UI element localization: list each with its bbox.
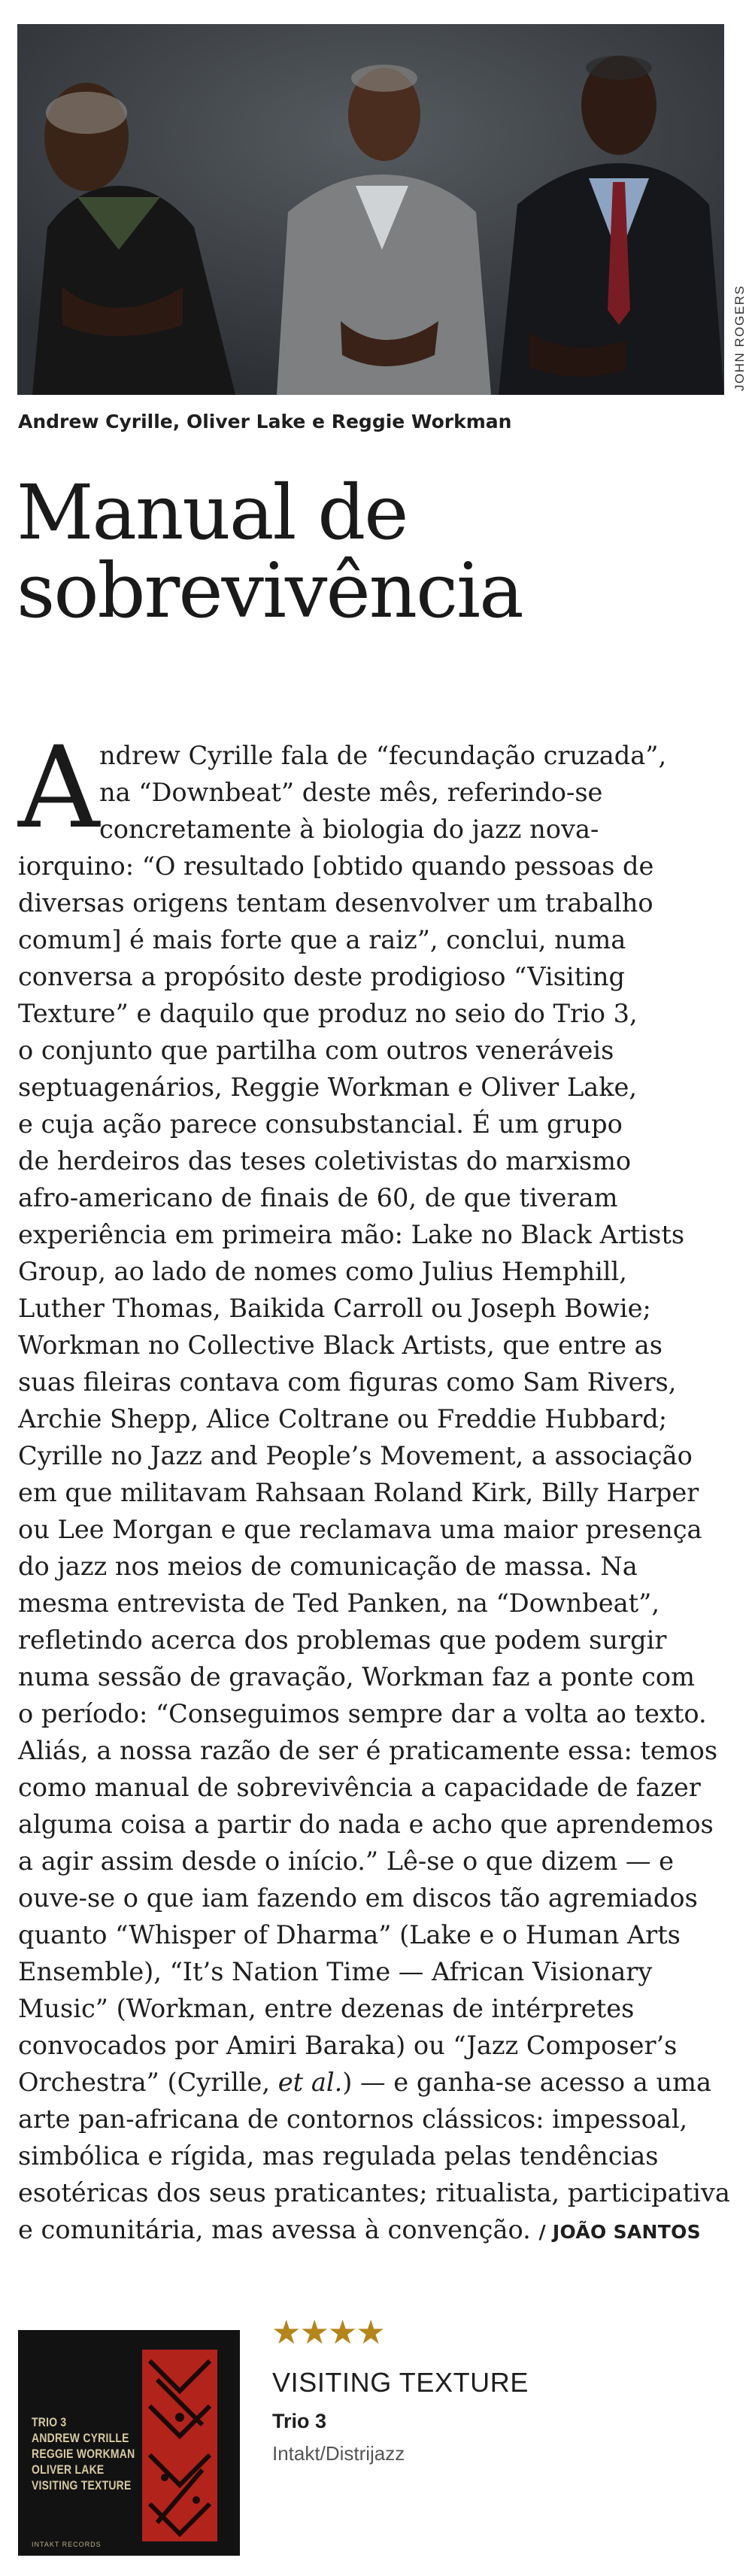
cover-textile-art: [142, 2350, 217, 2541]
body-line: alguma coisa a partir do nada e acho que aprendemos: [18, 1810, 714, 1839]
body-line: Aliás, a nossa razão de ser é praticamente essa: temos: [18, 1736, 718, 1765]
album-artist: Trio 3: [272, 2410, 327, 2432]
body-line: convocados por Amiri Baraka) ou “Jazz Composer’s: [18, 2031, 678, 2060]
body-line: arte pan-africana de contornos clássicos: impessoal,: [18, 2104, 688, 2134]
body-line: do jazz nos meios de comunicação de massa. Na: [18, 1552, 638, 1581]
drop-cap: A: [18, 723, 100, 854]
body-line-text: e comunitária, mas avessa à convenção.: [18, 2215, 539, 2244]
body-line: Luther Thomas, Baikida Carroll ou Joseph Bowie;: [18, 1294, 651, 1323]
body-line: Group, ao lado de nomes como Julius Hemphill,: [18, 1257, 627, 1286]
title-line-1: Manual de: [17, 469, 408, 557]
band-photo: [17, 24, 724, 395]
body-line: suas fileiras contava com figuras como Sam Rivers,: [18, 1367, 677, 1397]
body-line: refletindo acerca dos problemas que podem surgir: [18, 1625, 667, 1655]
body-line: Workman no Collective Black Artists, que entre as: [18, 1330, 663, 1360]
body-line-emphasis: et al.: [277, 2068, 343, 2097]
cover-line-4: OLIVER LAKE: [32, 2462, 105, 2477]
body-line: quanto “Whisper of Dharma” (Lake e o Human Arts: [18, 1920, 681, 1949]
body-line: a agir assim desde o início.” Lê-se o que dizem — e: [18, 1846, 674, 1876]
cover-line-5: VISITING TEXTURE: [32, 2478, 132, 2493]
body-line: ou Lee Morgan e que reclamava uma maior presença: [18, 1515, 702, 1544]
body-line: numa sessão de gravação, Workman faz a ponte com: [18, 1662, 695, 1692]
body-line: mesma entrevista de Ted Panken, na “Downbeat”,: [18, 1588, 660, 1618]
body-line: iorquino: “O resultado [obtido quando pessoas de: [18, 851, 654, 881]
album-label: Intakt/Distrijazz: [272, 2442, 405, 2465]
cover-text: [32, 2414, 135, 2493]
article-body: [18, 737, 730, 2248]
article-title: [17, 469, 723, 635]
title-line-2: sobrevivência: [17, 547, 523, 635]
body-line: simbólica e rígida, mas regulada pelas tendências: [18, 2141, 659, 2171]
body-line: e cuja ação parece consubstancial. É um grupo: [18, 1109, 623, 1139]
cover-line-1: TRIO 3: [32, 2415, 67, 2429]
body-line-text: Orchestra” (Cyrille,: [18, 2068, 278, 2097]
body-line: em que militavam Rahsaan Roland Kirk, Billy Harper: [18, 1478, 699, 1507]
body-line: septuagenários, Reggie Workman e Oliver Lake,: [18, 1073, 638, 1102]
body-line: o conjunto que partilha com outros veneráveis: [18, 1036, 614, 1065]
body-line: [18, 2064, 725, 2101]
photo-caption: Andrew Cyrille, Oliver Lake e Reggie Workman: [18, 411, 512, 432]
body-line: Music” (Workman, entre dezenas de intérpretes: [18, 1994, 635, 2023]
body-line-text: ) — e ganha-se acesso a uma: [342, 2068, 711, 2097]
body-line: de herdeiros das teses coletivistas do marxismo: [18, 1146, 632, 1176]
star-rating: ★★★★: [271, 2314, 384, 2352]
body-line: esotéricas dos seus praticantes; ritualista, participativa: [18, 2178, 730, 2207]
band-photo-illustration: [17, 24, 724, 395]
body-line: experiência em primeira mão: Lake no Black Artists: [18, 1220, 685, 1249]
body-line: o período: “Conseguimos sempre dar a volta ao texto.: [18, 1699, 707, 1728]
body-line: conversa a propósito deste prodigioso “Visiting: [18, 962, 626, 991]
album-cover: [18, 2330, 240, 2556]
photo-credit: JOHN ROGERS: [732, 284, 747, 391]
body-line: comum] é mais forte que a raiz”, conclui, numa: [18, 925, 626, 954]
cover-line-2: ANDREW CYRILLE: [32, 2431, 129, 2445]
album-title: VISITING TEXTURE: [272, 2367, 529, 2398]
body-line: ouve-se o que iam fazendo em discos tão agremiados: [18, 1883, 698, 1913]
body-line: ndrew Cyrille fala de “fecundação cruzada”,: [99, 741, 667, 770]
body-line: Ensemble), “It’s Nation Time — African Visionary: [18, 1957, 653, 1986]
body-line: como manual de sobrevivência a capacidade de fazer: [18, 1773, 701, 1802]
body-line: afro-americano de finais de 60, de que tiveram: [18, 1183, 618, 1212]
cover-imprint: INTAKT RECORDS: [32, 2541, 102, 2548]
body-line: concretamente à biologia do jazz nova-: [99, 815, 599, 844]
body-line: Texture” e daquilo que produz no seio do Trio 3,: [18, 999, 638, 1028]
body-line: [18, 2211, 725, 2248]
body-line: na “Downbeat” deste mês, referindo-se: [99, 778, 603, 807]
body-line: Archie Shepp, Alice Coltrane ou Freddie Hubbard;: [18, 1404, 668, 1434]
author-byline: / JOÃO SANTOS: [538, 2221, 701, 2243]
body-line: diversas origens tentam desenvolver um trabalho: [18, 888, 653, 918]
cover-line-3: REGGIE WORKMAN: [32, 2447, 135, 2461]
body-line: Cyrille no Jazz and People’s Movement, a associação: [18, 1441, 693, 1470]
